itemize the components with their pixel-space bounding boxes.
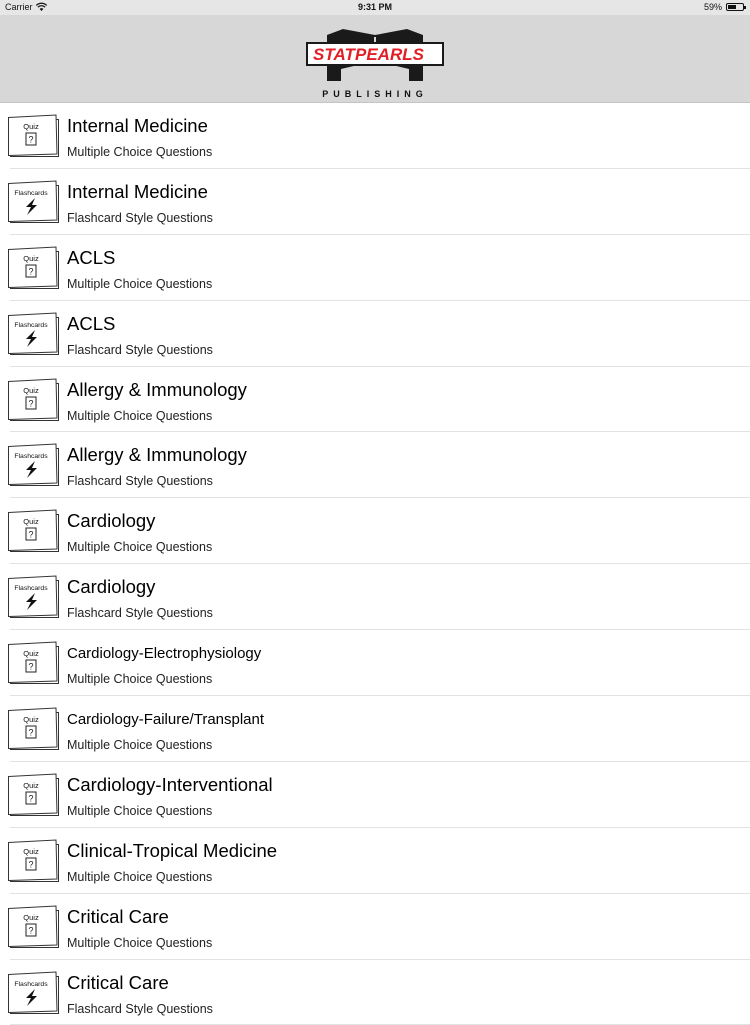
item-subtitle: Multiple Choice Questions	[67, 803, 213, 818]
item-title: Cardiology-Electrophysiology	[67, 645, 262, 663]
list-item-quiz[interactable]	[0, 498, 750, 564]
list-item-quiz[interactable]	[0, 367, 750, 433]
item-title: ACLS	[67, 312, 116, 334]
list-item-quiz[interactable]	[0, 235, 750, 301]
item-thumbnail	[6, 311, 60, 357]
course-list	[0, 103, 750, 1025]
battery-percent: 59%	[703, 2, 722, 12]
svg-text:?: ?	[28, 859, 34, 870]
list-item-quiz[interactable]	[0, 696, 750, 762]
svg-text:?: ?	[28, 266, 34, 277]
battery-icon	[726, 3, 744, 11]
item-subtitle: Multiple Choice Questions	[67, 935, 213, 950]
item-subtitle: Multiple Choice Questions	[67, 540, 213, 555]
item-title: Allergy & Immunology	[67, 444, 247, 466]
list-item-quiz[interactable]	[0, 103, 750, 169]
item-subtitle: Flashcard Style Questions	[67, 210, 213, 225]
app-header	[0, 15, 750, 103]
item-title: Cardiology-Failure/Transplant	[67, 711, 265, 729]
item-thumbnail	[6, 640, 60, 686]
svg-text:?: ?	[28, 661, 34, 672]
item-subtitle: Multiple Choice Questions	[67, 869, 213, 884]
svg-text:?: ?	[28, 727, 34, 738]
quiz-label: Quiz	[23, 385, 39, 395]
logo-stat-text: STAT	[313, 45, 355, 64]
item-thumbnail	[6, 706, 60, 752]
flashcards-label: Flashcards	[14, 321, 48, 329]
item-title: Cardiology-Interventional	[67, 773, 273, 795]
flashcards-label: Flashcards	[14, 453, 48, 461]
item-thumbnail	[6, 970, 60, 1016]
item-thumbnail	[6, 838, 60, 884]
svg-text:?: ?	[28, 134, 34, 145]
item-subtitle: Flashcard Style Questions	[67, 342, 213, 357]
flashcards-label: Flashcards	[14, 585, 48, 593]
item-title: Allergy & Immunology	[67, 378, 247, 400]
flashcards-label: Flashcards	[14, 189, 48, 197]
list-item-flashcards[interactable]	[0, 301, 750, 367]
item-subtitle: Multiple Choice Questions	[67, 738, 213, 753]
item-thumbnail	[6, 772, 60, 818]
item-thumbnail	[6, 113, 60, 159]
logo-pearls-text: PEARLS	[355, 45, 424, 64]
quiz-label: Quiz	[23, 253, 39, 263]
list-item-quiz[interactable]	[0, 762, 750, 828]
item-title: Clinical-Tropical Medicine	[67, 839, 278, 861]
item-title: Internal Medicine	[67, 180, 208, 202]
list-item-flashcards[interactable]	[0, 564, 750, 630]
logo-graphic	[305, 25, 445, 87]
item-thumbnail	[6, 442, 60, 488]
item-title: Critical Care	[67, 971, 169, 993]
statpearls-logo	[305, 25, 445, 99]
quiz-label: Quiz	[23, 912, 39, 922]
item-thumbnail	[6, 508, 60, 554]
quiz-label: Quiz	[23, 649, 39, 659]
list-item-flashcards[interactable]	[0, 169, 750, 235]
flashcards-label: Flashcards	[14, 980, 48, 988]
carrier-label: Carrier	[5, 2, 33, 12]
status-bar	[0, 0, 750, 15]
svg-text:?: ?	[28, 398, 34, 409]
item-subtitle: Multiple Choice Questions	[67, 672, 213, 687]
svg-text:?: ?	[28, 793, 34, 804]
svg-text:?: ?	[28, 529, 34, 540]
item-subtitle: Flashcard Style Questions	[67, 1001, 213, 1016]
battery-indicator	[704, 2, 744, 12]
item-thumbnail	[6, 179, 60, 225]
list-item-quiz[interactable]	[0, 630, 750, 696]
logo-subtitle: PUBLISHING	[322, 89, 428, 99]
quiz-label: Quiz	[23, 122, 39, 131]
list-item-quiz[interactable]	[0, 894, 750, 960]
item-title: Internal Medicine	[67, 115, 208, 136]
item-subtitle: Flashcard Style Questions	[67, 474, 213, 489]
svg-text:?: ?	[28, 925, 34, 936]
item-title: ACLS	[67, 246, 116, 268]
item-thumbnail	[6, 245, 60, 291]
item-title: Cardiology	[67, 510, 156, 532]
item-subtitle: Multiple Choice Questions	[67, 276, 213, 291]
item-title: Critical Care	[67, 905, 169, 927]
item-subtitle: Flashcard Style Questions	[67, 606, 213, 621]
item-subtitle: Multiple Choice Questions	[67, 408, 213, 423]
item-thumbnail	[6, 904, 60, 950]
item-title: Cardiology	[67, 576, 156, 598]
quiz-label: Quiz	[23, 846, 39, 856]
list-item-flashcards[interactable]	[0, 960, 750, 1025]
item-subtitle: Multiple Choice Questions	[67, 145, 213, 159]
quiz-label: Quiz	[23, 715, 39, 725]
status-time: 9:31 PM	[357, 2, 392, 12]
list-item-flashcards[interactable]	[0, 432, 750, 498]
quiz-label: Quiz	[23, 517, 39, 527]
item-thumbnail	[6, 377, 60, 423]
quiz-label: Quiz	[23, 780, 39, 790]
item-thumbnail	[6, 574, 60, 620]
list-item-quiz[interactable]	[0, 828, 750, 894]
